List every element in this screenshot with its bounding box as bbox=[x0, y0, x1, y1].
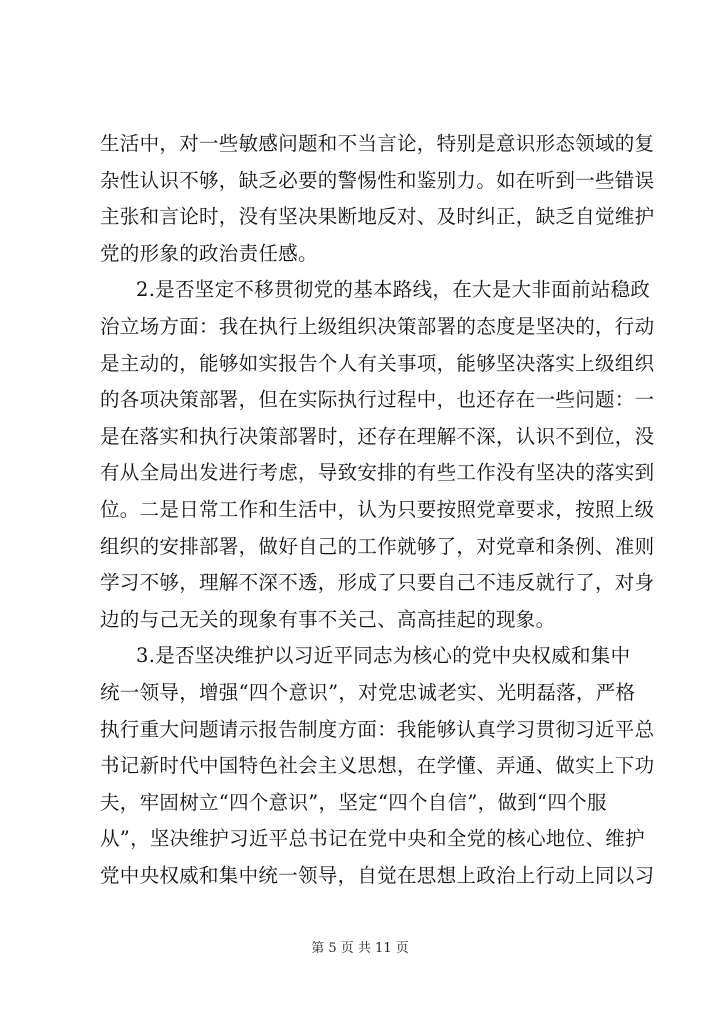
page-number-footer: 第 5 页 共 11 页 bbox=[311, 941, 409, 956]
text-line: 有从全局出发进行考虑，导致安排的有些工作没有坚决的落实到 bbox=[100, 461, 655, 485]
text-line: 杂性认识不够，缺乏必要的警惕性和鉴别力。如在听到一些错误 bbox=[100, 168, 655, 192]
text-line: 学习不够，理解不深不透，形成了只要自己不违反就行了，对身 bbox=[100, 571, 655, 595]
text-line: 是主动的，能够如实报告个人有关事项，能够坚决落实上级组织 bbox=[100, 351, 655, 375]
text-line: 书记新时代中国特色社会主义思想，在学懂、弄通、做实上下功 bbox=[100, 754, 655, 778]
text-line: 主张和言论时，没有坚决果断地反对、及时纠正，缺乏自觉维护 bbox=[100, 205, 655, 229]
text-line: 执行重大问题请示报告制度方面：我能够认真学习贯彻习近平总 bbox=[100, 717, 655, 741]
text-line: 位。二是日常工作和生活中，认为只要按照党章要求，按照上级 bbox=[100, 497, 655, 521]
text-line: 的各项决策部署，但在实际执行过程中，也还存在一些问题：一 bbox=[100, 388, 655, 412]
text-line: 党的形象的政治责任感。 bbox=[100, 241, 318, 265]
text-line: 组织的安排部署，做好自己的工作就够了，对党章和条例、准则 bbox=[100, 534, 655, 558]
text-line: 边的与己无关的现象有事不关己、高高挂起的现象。 bbox=[100, 607, 556, 631]
text-line: 党中央权威和集中统一领导，自觉在思想上政治上行动上同以习 bbox=[100, 863, 655, 887]
text-line: 夫，牢固树立“四个意识”，坚定“四个自信”，做到“四个服 bbox=[100, 790, 607, 814]
text-line: 是在落实和执行决策部署时，还存在理解不深，认识不到位，没 bbox=[100, 424, 655, 448]
text-line: 生活中，对一些敏感问题和不当言论，特别是意识形态领域的复 bbox=[100, 132, 655, 155]
body-text bbox=[100, 126, 660, 894]
text-line: 治立场方面：我在执行上级组织决策部署的态度是坚决的，行动 bbox=[100, 314, 655, 338]
text-line: 从”，坚决维护习近平总书记在党中央和全党的核心地位、维护 bbox=[100, 827, 645, 851]
paragraph-start-line: 3.是否坚决维护以习近平同志为核心的党中央权威和集中 bbox=[136, 644, 631, 668]
paragraph-start-line: 2.是否坚定不移贯彻党的基本路线，在大是大非面前站稳政 bbox=[136, 278, 651, 302]
text-line: 统一领导，增强“四个意识”，对党忠诚老实、光明磊落，严格 bbox=[100, 680, 636, 704]
